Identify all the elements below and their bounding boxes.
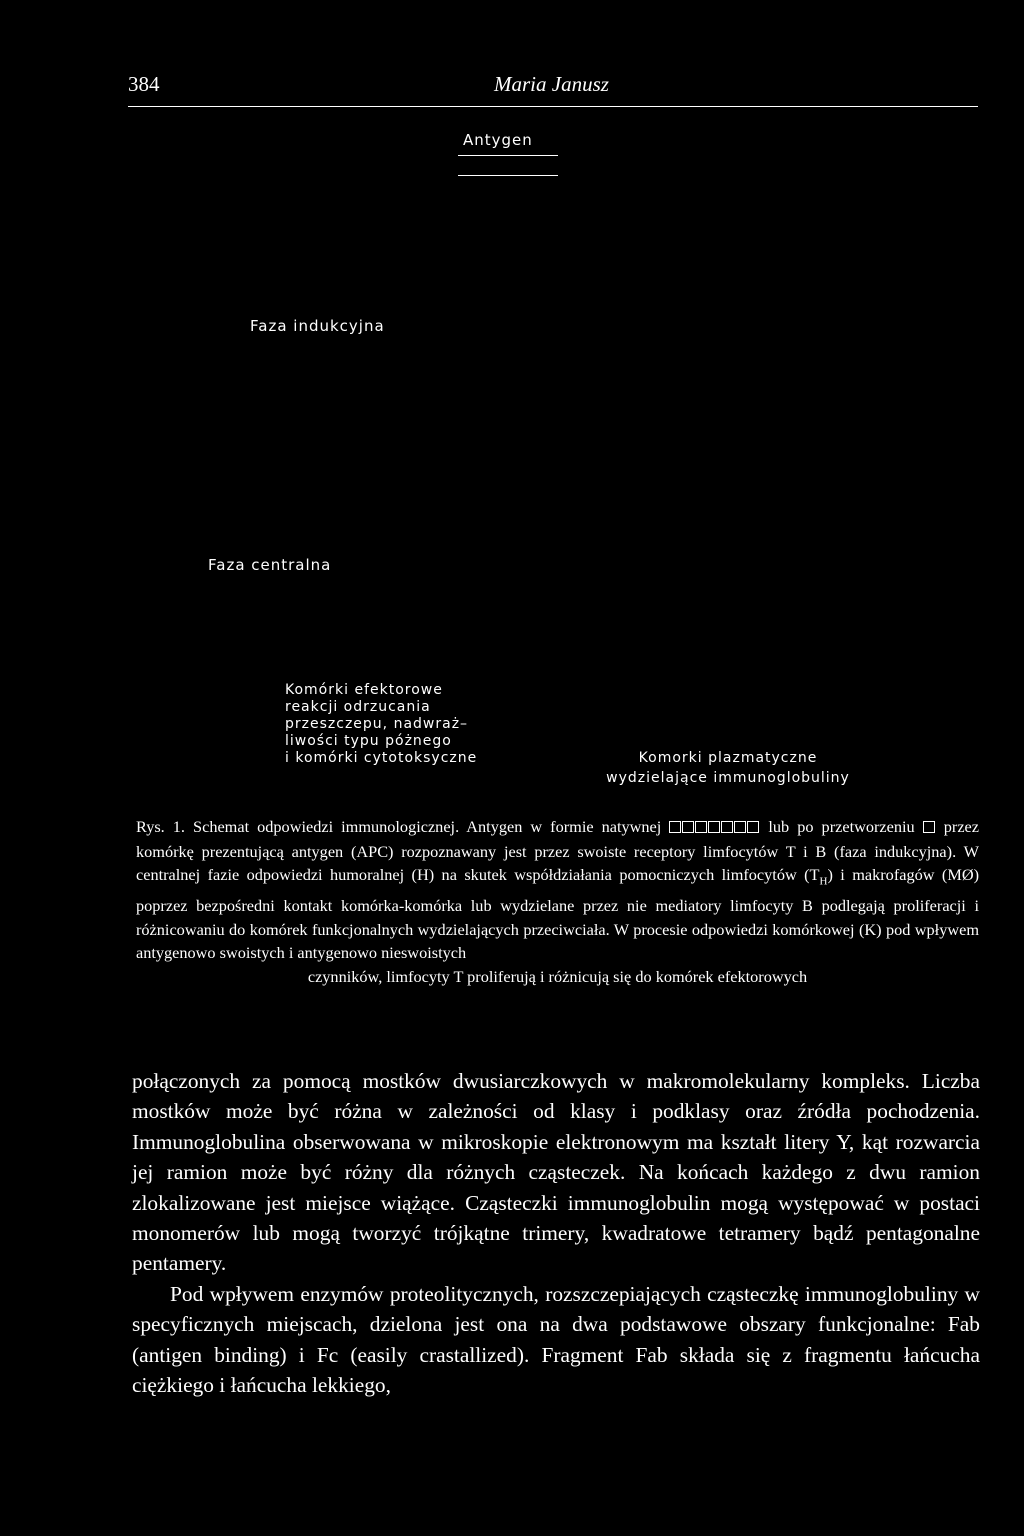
antigen-line (458, 175, 558, 176)
figure-phase-induction: Faza indukcyjna (250, 317, 385, 335)
antigen-underline (458, 155, 558, 156)
figure-plasma-cells-label (578, 748, 878, 788)
page-number: 384 (128, 72, 160, 96)
header-rule (128, 106, 978, 107)
effector-line: liwości typu póżnego (285, 733, 452, 749)
effector-line: przeszczepu, nadwraż– (285, 716, 469, 732)
caption-text: Rys. 1. Schemat odpowiedzi immunologicznej. Antygen w formie natywnej (136, 817, 662, 836)
caption-last-line: czynników, limfocyty T proliferują i różnicują się do komórek efektorowych (307, 966, 808, 986)
plasma-line: wydzielające immunoglobuliny (606, 770, 850, 786)
plasma-line: Komorki plazmatyczne (638, 750, 818, 766)
caption-subscript: H (819, 875, 828, 888)
processed-antigen-symbol (923, 816, 936, 840)
body-paragraph: połączonych za pomocą mostków dwusiarczkowych w makromolekularny kompleks. Liczba mostków może być różna w zależności od klasy i podklasy oraz źródła pochodzenia. Immunoglobulina obserwowana w mikroskopie elektronowym ma kształt litery Y, kąt rozwarcia jej ramion może być różny dla różnych cząsteczek. Na końcach każdego z dwu ramion zlokalizowane jest miejsce wiążące. Cząsteczki immunoglobulin mogą występować w postaci monomerów lub mogą tworzyć trójkątne trimery, kwadratowe tetramery bądź pentagonalne pentamery. (132, 1069, 980, 1276)
effector-line: Komórki efektorowe (285, 682, 443, 698)
caption-paragraph (136, 815, 979, 965)
figure-phase-central: Faza centralna (208, 556, 332, 574)
body-text (132, 1066, 980, 1400)
caption-text: przez komórkę prezentującą antygen (APC) rozpoznawany jest przez swoiste receptory limfocytów T i B (faza indukcyjna). W centralnej fazie odpowiedzi humoralnej (H) na skutek współdziałania pomocniczych limfocytów (T (136, 817, 980, 885)
caption-text: ) i makrofagów (MØ) poprzez bezpośredni kontakt komórka-komórka lub wydzielane przez nie mediatory limfocyty B podlegają proliferacji i różnicowaniu do komórek funkcjonalnych wydzielających przeciwciała. W procesie odpowiedzi komórkowej (K) pod wpływem antygenowo swoistych i antygenowo nieswoistych (136, 865, 980, 963)
figure-caption (136, 815, 979, 988)
figure-effector-cells-label (285, 682, 477, 767)
running-header-author: Maria Janusz (494, 72, 609, 96)
body-paragraph: Pod wpływem enzymów proteolitycznych, rozszczepiających cząsteczkę immunoglobuliny w specyficznych miejscach, dzielona jest ona na dwa podstawowe obszary funkcjonalne: Fab (antigen binding) i Fc (easily crastallized). Fragment Fab składa się z fragmentu łańcucha ciężkiego i łańcucha lekkiego, (132, 1281, 980, 1398)
native-antigen-symbol (669, 816, 760, 840)
caption-text: lub po przetworzeniu (768, 817, 915, 836)
effector-line: reakcji odrzucania (285, 699, 431, 715)
effector-line: i komórki cytotoksyczne (285, 750, 478, 766)
figure-antigen-label: Antygen (463, 131, 533, 149)
